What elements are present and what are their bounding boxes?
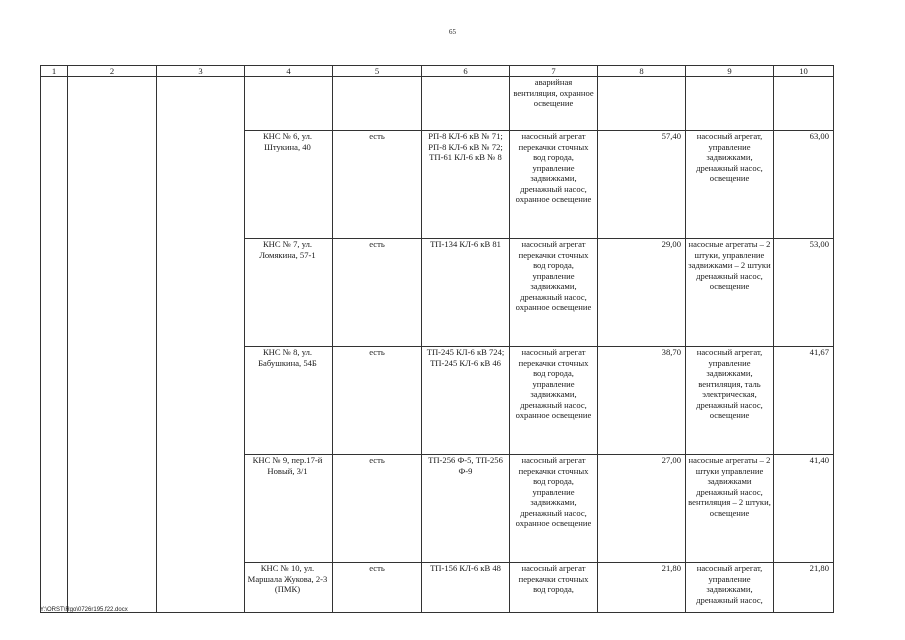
consumers-cell: насосные агрегаты – 2 штуки управление задвижками дренажный насос, вентиляция – 2 штуки, освещение [686,455,774,563]
availability-cell: есть [333,131,422,239]
load-cell: 53,00 [774,239,834,347]
power-cell: 57,40 [598,131,686,239]
availability-cell [333,77,422,131]
column-header: 8 [598,66,686,77]
station-cell: КНС № 10, ул. Маршала Жукова, 2-3 (ПМК) [245,563,333,613]
power-cell: 21,80 [598,563,686,613]
availability-cell: есть [333,347,422,455]
supply-cell: ТП-256 Ф-5, ТП-256 Ф-9 [422,455,510,563]
column-header: 10 [774,66,834,77]
column-header: 5 [333,66,422,77]
consumers-cell: насосный агрегат, управление задвижками, дренажный насос, освещение [686,131,774,239]
footer-file-path: Y:\ORST\Rgo\0726r195.f22.docx [40,607,128,613]
equipment-cell: насосный агрегат перекачки сточных вод города, управление задвижками, дренажный насос, охранное освещение [510,347,598,455]
consumers-cell [686,77,774,131]
column-header: 6 [422,66,510,77]
equipment-cell: насосный агрегат перекачки сточных вод города, управление задвижками, дренажный насос, охранное освещение [510,455,598,563]
cell-col3 [157,77,245,613]
power-cell [598,77,686,131]
supply-cell: ТП-134 КЛ-6 кВ 81 [422,239,510,347]
data-table [40,65,834,613]
supply-cell [422,77,510,131]
load-cell [774,77,834,131]
station-cell [245,77,333,131]
supply-cell: ТП-156 КЛ-6 кВ 48 [422,563,510,613]
table-row [41,77,834,131]
power-cell: 27,00 [598,455,686,563]
station-cell: КНС № 9, пер.17-й Новый, 3/1 [245,455,333,563]
page-number: 65 [449,28,456,36]
availability-cell: есть [333,563,422,613]
consumers-cell: насосный агрегат, управление задвижками, вентиляция, таль электрическая, дренажный насос, освещение [686,347,774,455]
consumers-cell: насосные агрегаты – 2 штуки, управление задвижками – 2 штуки дренажный насос, освещение [686,239,774,347]
availability-cell: есть [333,455,422,563]
equipment-cell: насосный агрегат перекачки сточных вод города, управление задвижками, дренажный насос, охранное освещение [510,239,598,347]
equipment-cell: аварийная вентиляция, охранное освещение [510,77,598,131]
header-row [41,66,834,77]
column-header: 9 [686,66,774,77]
load-cell: 41,67 [774,347,834,455]
power-cell: 38,70 [598,347,686,455]
station-cell: КНС № 8, ул. Бабушкина, 54Б [245,347,333,455]
column-header: 1 [41,66,68,77]
supply-cell: ТП-245 КЛ-6 кВ 724; ТП-245 КЛ-6 кВ 46 [422,347,510,455]
station-cell: КНС № 6, ул. Штукина, 40 [245,131,333,239]
column-header: 4 [245,66,333,77]
load-cell: 21,80 [774,563,834,613]
column-header: 3 [157,66,245,77]
availability-cell: есть [333,239,422,347]
cell-col1 [41,77,68,613]
station-cell: КНС № 7, ул. Ломякина, 57-1 [245,239,333,347]
cell-col2 [68,77,157,613]
load-cell: 63,00 [774,131,834,239]
supply-cell: РП-8 КЛ-6 кВ № 71; РП-8 КЛ-6 кВ № 72; ТП-61 КЛ-6 кВ № 8 [422,131,510,239]
equipment-cell: насосный агрегат перекачки сточных вод города, [510,563,598,613]
column-header: 7 [510,66,598,77]
consumers-cell: насосный агрегат, управление задвижками, дренажный насос, [686,563,774,613]
power-cell: 29,00 [598,239,686,347]
equipment-cell: насосный агрегат перекачки сточных вод города, управление задвижками, дренажный насос, охранное освещение [510,131,598,239]
column-header: 2 [68,66,157,77]
load-cell: 41,40 [774,455,834,563]
